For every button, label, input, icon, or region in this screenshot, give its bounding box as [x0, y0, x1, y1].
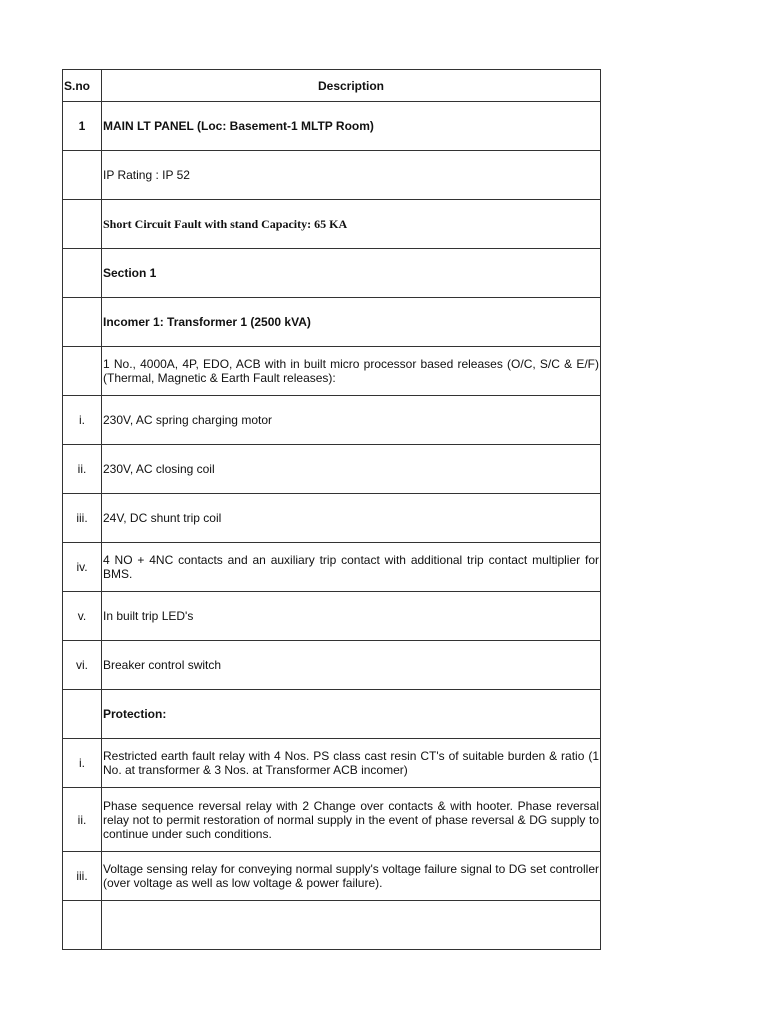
row-sno — [63, 298, 102, 347]
row-description: Restricted earth fault relay with 4 Nos. PS class cast resin CT's of suitable burden & ratio (1 No. at transformer & 3 Nos. at Transformer ACB incomer) — [102, 739, 601, 788]
header-description: Description — [102, 70, 601, 102]
row-sno — [63, 901, 102, 950]
row-description: Voltage sensing relay for conveying normal supply's voltage failure signal to DG set controller (over voltage as well as low voltage & power failure). — [102, 852, 601, 901]
row-description: Phase sequence reversal relay with 2 Change over contacts & with hooter. Phase reversal relay not to permit restoration of normal supply in the event of phase reversal & DG supply to continue under such conditions. — [102, 788, 601, 852]
row-description: Protection: — [102, 690, 601, 739]
row-description: Incomer 1: Transformer 1 (2500 kVA) — [102, 298, 601, 347]
row-sno: vi. — [63, 641, 102, 690]
table-row — [63, 396, 601, 445]
row-sno: iii. — [63, 852, 102, 901]
spec-table — [62, 69, 601, 950]
table-header-row — [63, 70, 601, 102]
row-description: Section 1 — [102, 249, 601, 298]
table-row — [63, 249, 601, 298]
table-row — [63, 739, 601, 788]
row-sno: iv. — [63, 543, 102, 592]
row-sno: ii. — [63, 788, 102, 852]
row-sno — [63, 249, 102, 298]
table-row — [63, 102, 601, 151]
row-description: 4 NO + 4NC contacts and an auxiliary trip contact with additional trip contact multiplier for BMS. — [102, 543, 601, 592]
row-description — [102, 901, 601, 950]
row-sno — [63, 690, 102, 739]
row-sno: i. — [63, 739, 102, 788]
table-row — [63, 543, 601, 592]
row-sno — [63, 151, 102, 200]
row-description: Short Circuit Fault with stand Capacity: 65 KA — [102, 200, 601, 249]
table-row — [63, 200, 601, 249]
row-description: In built trip LED's — [102, 592, 601, 641]
table-row — [63, 690, 601, 739]
table-row — [63, 641, 601, 690]
row-sno: i. — [63, 396, 102, 445]
row-sno — [63, 200, 102, 249]
table-row — [63, 592, 601, 641]
table-row — [63, 788, 601, 852]
table-row — [63, 852, 601, 901]
row-sno: ii. — [63, 445, 102, 494]
row-description: MAIN LT PANEL (Loc: Basement-1 MLTP Room) — [102, 102, 601, 151]
row-description: 1 No., 4000A, 4P, EDO, ACB with in built micro processor based releases (O/C, S/C & E/F) (Thermal, Magnetic & Earth Fault releases): — [102, 347, 601, 396]
table-row — [63, 298, 601, 347]
row-description: 24V, DC shunt trip coil — [102, 494, 601, 543]
table-row — [63, 151, 601, 200]
row-sno — [63, 347, 102, 396]
row-description: 230V, AC spring charging motor — [102, 396, 601, 445]
row-sno: iii. — [63, 494, 102, 543]
row-sno: 1 — [63, 102, 102, 151]
table-row — [63, 445, 601, 494]
header-sno: S.no — [63, 70, 102, 102]
row-description: IP Rating : IP 52 — [102, 151, 601, 200]
table-row — [63, 901, 601, 950]
table-row — [63, 494, 601, 543]
row-sno: v. — [63, 592, 102, 641]
row-description: 230V, AC closing coil — [102, 445, 601, 494]
table-row — [63, 347, 601, 396]
row-description: Breaker control switch — [102, 641, 601, 690]
